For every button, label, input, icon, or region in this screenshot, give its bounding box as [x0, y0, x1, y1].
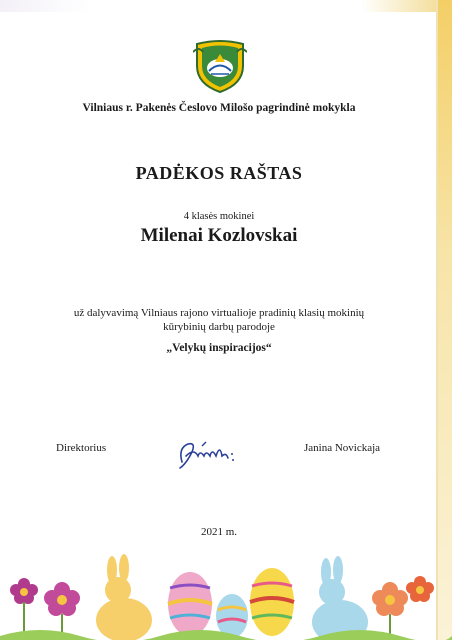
description-line-2: kūrybinių darbų parodoje	[163, 321, 275, 333]
easter-decoration-border	[0, 552, 452, 640]
easter-egg-icon	[250, 568, 294, 636]
certificate-title: PADĖKOS RAŠTAS	[135, 163, 303, 183]
top-border	[0, 0, 452, 12]
easter-egg-icon	[216, 594, 248, 638]
bunny-icon	[312, 556, 368, 640]
school-name: Vilniaus r. Pakenės Česlovo Milošo pagrindinė mokykla	[82, 102, 356, 114]
easter-egg-icon	[168, 572, 212, 636]
school-crest-icon	[193, 38, 247, 94]
flower-icon	[372, 582, 408, 638]
director-label: Direktorius	[56, 442, 107, 454]
event-name: „Velykų inspiracijos“	[166, 342, 272, 354]
description-line-1: už dalyvavimą Vilniaus rajono virtualioje pradinių klasių mokinių	[73, 307, 365, 319]
flower-icon	[10, 578, 38, 638]
right-border	[438, 0, 452, 640]
signature-image	[172, 434, 238, 474]
director-name: Janina Novickaja	[304, 442, 381, 454]
flower-icon	[44, 582, 80, 638]
class-line: 4 klasės mokinei	[183, 211, 255, 222]
year: 2021 m.	[200, 526, 238, 538]
recipient-name: Milenai Kozlovskai	[140, 225, 298, 246]
bunny-icon	[96, 554, 152, 640]
description	[0, 306, 438, 334]
flower-icon	[406, 576, 434, 602]
